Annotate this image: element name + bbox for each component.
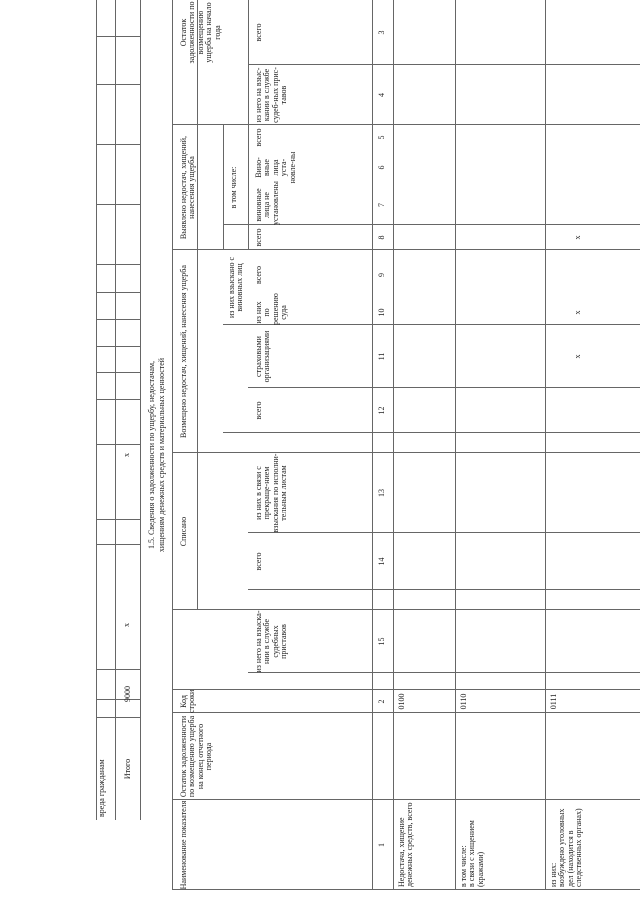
table-border [248, 64, 640, 65]
top-table-border [140, 0, 141, 820]
top-table-border [96, 717, 140, 718]
x-mark: x [573, 235, 582, 240]
top-table-border [96, 144, 140, 145]
col-num: 9 [377, 273, 386, 277]
top-table-border [96, 84, 140, 85]
header-compensated: Возмещено недостач, хищений, нанесения ущерба [179, 265, 188, 438]
table-border [372, 0, 373, 890]
col-num: 13 [377, 489, 386, 497]
total-code: 9000 [123, 686, 132, 702]
header-code: Код строки [179, 689, 197, 713]
top-table-border [115, 0, 116, 820]
section-title-line1: 1.5. Сведения о задолженности по ущербу, недостачам, [147, 360, 156, 550]
top-table-border [96, 346, 140, 347]
table-border [248, 672, 640, 673]
row-name: из них: возбуждено уголовных дел (находится в следственных органах) [549, 808, 584, 887]
row-code: 0100 [397, 693, 406, 710]
row-code: 0111 [549, 693, 558, 710]
row-code: 0110 [459, 693, 468, 710]
top-table-border [96, 519, 140, 520]
table-border [172, 0, 173, 890]
header-revealed-incl: в том числе: [229, 166, 238, 209]
top-table-border [96, 372, 140, 373]
top-table-border [96, 399, 140, 400]
col-num: 3 [377, 30, 386, 35]
header-from-culprits-total: всего [254, 266, 263, 285]
header-balance-end-bailiffs: из него на взыска-нии в службе судебных приставов [254, 610, 289, 673]
header-from-culprits: из них взыскано с виновных лиц [227, 257, 245, 319]
table-border [172, 799, 640, 800]
top-table-border [96, 292, 140, 293]
header-balance-end: Остаток задолженности по возмещению ущерба на конец отчетного периода [179, 715, 214, 798]
table-border [393, 0, 394, 890]
table-border [223, 125, 224, 250]
table-border [545, 0, 546, 890]
header-revealed: Выявлено недостач, хищений, нанесения ущерба [179, 135, 197, 240]
col-num: 8 [377, 235, 386, 240]
table-border [248, 589, 640, 590]
table-border [455, 0, 456, 890]
top-row-label: вреда гражданам [97, 759, 106, 817]
top-table-border [96, 669, 140, 670]
section-title-line2: хищениям денежных средств и материальных ценностей [157, 357, 166, 553]
top-table-border [96, 264, 140, 265]
row-name: в том числе: в связи с хищением (кражами) [459, 820, 485, 887]
top-table-border [96, 544, 140, 545]
total-label: Итого [123, 758, 132, 780]
header-revealed-total: всего [254, 128, 263, 147]
header-culprits-unknown: виновные лица не установлены [254, 181, 280, 225]
header-from-culprits-court: из них по решению суда [254, 293, 289, 325]
header-culprits-known: Вино-вные лица уста-новле-ны [254, 151, 297, 184]
table-border [172, 609, 640, 610]
col-num: 5 [377, 135, 386, 140]
table-border [223, 432, 640, 433]
top-table-border [96, 444, 140, 445]
top-table-border [96, 0, 97, 820]
table-border [248, 532, 640, 533]
header-written-off: Списано [179, 516, 188, 547]
top-table-border [96, 699, 140, 700]
table-border [248, 0, 249, 150]
x-mark: x [573, 354, 582, 359]
table-border [172, 124, 640, 125]
col-num: 6 [377, 165, 386, 170]
header-indicator: Наименование показателя [179, 800, 188, 890]
table-border [197, 0, 198, 610]
col-num: 10 [377, 308, 386, 317]
table-border [172, 452, 640, 453]
x-mark: x [122, 453, 131, 457]
table-border [172, 889, 640, 890]
col-num: 2 [377, 699, 386, 704]
col-num: 12 [377, 406, 386, 415]
col-num: 7 [377, 203, 386, 207]
header-balance-end-total: всего [254, 552, 263, 571]
header-balance-start: Остаток задолженности по возмещению ущерба на начало года [179, 1, 222, 64]
header-written-off-terminated: из них в связи с прекраще-нием взыскания по исполни-тельным листам [254, 453, 289, 533]
col-num: 11 [377, 352, 386, 361]
col-num: 1 [377, 843, 386, 847]
header-balance-start-total: всего [254, 23, 263, 42]
row-name: Недостача, хищение денежных средств, всего [397, 802, 415, 887]
x-mark: x [573, 310, 582, 315]
col-num: 15 [377, 637, 386, 646]
x-mark: x [122, 623, 131, 627]
top-table-border [96, 204, 140, 205]
top-table-border [96, 36, 140, 37]
top-table-border [96, 319, 140, 320]
header-insurance: страховыми организациями [254, 330, 272, 383]
header-balance-start-bailiffs: из него на взыс-кании в службе судеб-ных прис-тавов [254, 67, 289, 123]
col-num: 4 [377, 93, 386, 97]
col-num: 14 [377, 557, 386, 566]
header-written-off-total: всего [254, 401, 263, 420]
header-compensated-total: всего [254, 228, 263, 247]
